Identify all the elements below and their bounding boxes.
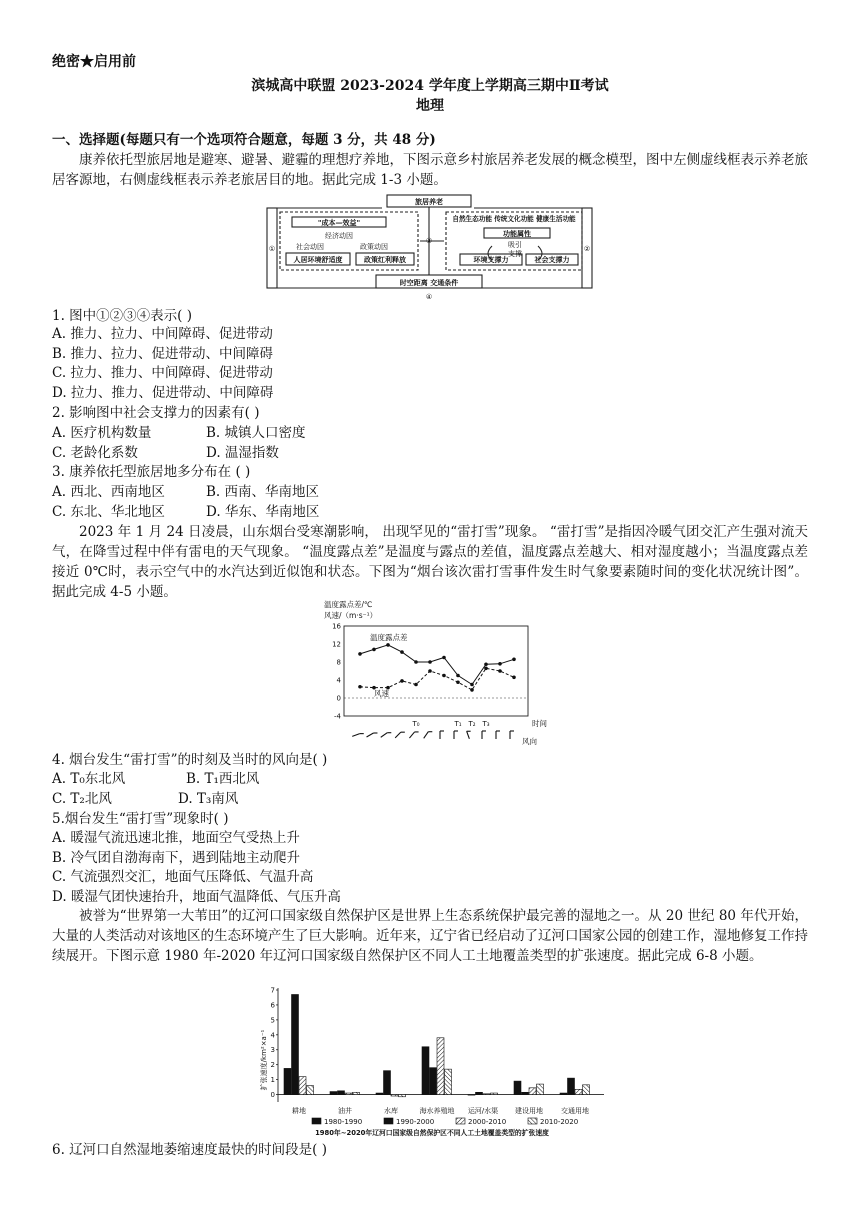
chart2-bar xyxy=(345,1093,352,1094)
chart2-bar xyxy=(468,1095,475,1096)
chart2-ylabel: 扩张速度/km²×a⁻¹ xyxy=(260,1029,268,1091)
wind-barb xyxy=(367,733,374,737)
chart2-bar xyxy=(391,1095,398,1096)
chart1-ytick: 0 xyxy=(336,694,341,703)
dew-point-marker xyxy=(498,662,502,666)
chart2-legend-swatch xyxy=(312,1118,321,1124)
q2-option-b: B. 城镇人口密度 xyxy=(206,425,306,441)
chart1-wind-label: 风速 xyxy=(374,689,389,698)
left-b2-text: 政策红利释放 xyxy=(364,256,406,264)
dew-point-marker xyxy=(358,652,362,656)
q3-options-row2 xyxy=(52,502,360,522)
q4-option-b: B. T₁西北风 xyxy=(186,771,260,787)
chart2-ytick: 6 xyxy=(270,1001,275,1010)
section-heading: 一、选择题(每题只有一个选项符合题意，每题 3 分，共 48 分) xyxy=(52,132,436,148)
exam-title: 滨城高中联盟 2023-2024 学年度上学期高三期中Ⅱ考试 xyxy=(251,78,609,94)
wind-barb xyxy=(352,734,360,737)
wind-speed-marker xyxy=(400,679,404,683)
dew-point-marker xyxy=(414,660,418,664)
chart2-category-label: 海水养殖地 xyxy=(419,1107,455,1115)
chart1-ytick: -4 xyxy=(334,712,341,721)
land-cover-chart xyxy=(254,982,608,1140)
dew-point-marker xyxy=(484,662,488,666)
wind-direction-barbs xyxy=(352,731,514,739)
chart2-ytick: 3 xyxy=(270,1046,275,1055)
chart1-t0: T₀ xyxy=(412,720,420,728)
q1-stem: 1. 图中①②③④表示( ) xyxy=(52,308,192,324)
dew-point-marker xyxy=(400,650,404,654)
chart1-wind-dir-label: 风向 xyxy=(522,737,537,746)
chart2-category-label: 耕地 xyxy=(292,1107,306,1115)
q2-option-d: D. 温湿指数 xyxy=(206,445,279,461)
q6-stem: 6. 辽河口自然湿地萎缩速度最快的时间段是( ) xyxy=(52,1142,327,1158)
chart2-ytick: 2 xyxy=(270,1061,275,1070)
chart2-bar xyxy=(476,1092,483,1094)
q3-option-c: C. 东北、华北地区 xyxy=(52,504,165,520)
diagram-n2: ② xyxy=(583,245,591,253)
chart1-t3: T₃ xyxy=(482,720,490,728)
q4-options-row2 xyxy=(52,789,332,809)
chart2-bar xyxy=(522,1092,529,1094)
wind-speed-marker xyxy=(470,688,474,692)
chart1-xlabel: 时间 xyxy=(532,719,547,728)
exam-subject: 地理 xyxy=(416,98,444,114)
dew-point-line xyxy=(360,645,514,685)
chart2-legend-swatch xyxy=(528,1118,537,1124)
q4-option-d: D. T₃南风 xyxy=(178,791,239,807)
chart2-bar xyxy=(529,1088,536,1095)
chart2-bar xyxy=(483,1094,490,1095)
q3-option-d: D. 华东、华南地区 xyxy=(206,504,320,520)
chart1-ylabel-wind: 风速/（m·s⁻¹） xyxy=(324,611,378,620)
wind-speed-marker xyxy=(512,676,516,680)
chart2-ytick: 1 xyxy=(270,1076,275,1085)
chart2-bar xyxy=(430,1068,437,1095)
chart1-ytick: 8 xyxy=(336,658,341,667)
secret-label: 绝密★启用前 xyxy=(52,54,136,70)
q1-option-d: D. 拉力、推力、促进带动、中间障碍 xyxy=(52,385,274,401)
dew-point-marker xyxy=(428,660,432,664)
chart2-category-label: 水库 xyxy=(384,1107,398,1115)
chart1-ylabel-dew: 温度露点差/℃ xyxy=(324,600,373,609)
diagram-top-label: 旅居养老 xyxy=(415,198,443,206)
right-attract-text: 吸引 xyxy=(508,241,522,249)
chart1-ytick: 12 xyxy=(332,640,341,649)
wind-barb xyxy=(424,732,429,739)
chart2-category-label: 运河/水渠 xyxy=(467,1107,499,1115)
chart2-legend-label: 2010-2020 xyxy=(540,1118,579,1126)
chart2-bar xyxy=(284,1068,291,1094)
q2-options-row2 xyxy=(52,443,360,463)
q5-option-c: C. 气流强烈交汇，地面气压降低、气温升高 xyxy=(52,869,314,885)
q3-option-a: A. 西北、西南地区 xyxy=(52,484,165,500)
chart2-category-label: 油井 xyxy=(338,1107,352,1115)
q2-option-a: A. 医疗机构数量 xyxy=(52,425,152,441)
q4-stem: 4. 烟台发生“雷打雪”的时刻及当时的风向是( ) xyxy=(52,752,328,768)
chart2-bar xyxy=(353,1092,360,1094)
chart2-legend-swatch xyxy=(384,1118,393,1124)
chart1-dew-label: 温度露点差 xyxy=(370,633,408,642)
right-attr-text: 功能属性 xyxy=(503,230,531,238)
q2-options-row1 xyxy=(52,423,360,443)
q2-stem: 2. 影响图中社会支撑力的因素有( ) xyxy=(52,405,260,421)
q3-options-row1 xyxy=(52,482,360,502)
chart2-caption: 1980年~2020年辽河口国家级自然保护区不同人工土地覆盖类型的扩张速度 xyxy=(315,1129,549,1137)
chart2-bar xyxy=(422,1047,429,1095)
chart2-bar xyxy=(491,1093,498,1094)
left-b1-text: 人居环境舒适度 xyxy=(293,256,343,264)
chart2-bar xyxy=(537,1084,544,1094)
chart2-bar xyxy=(384,1071,391,1095)
chart2-legend-label: 1990-2000 xyxy=(396,1118,435,1126)
diagram-bottom-label: 时空距离 交通条件 xyxy=(399,279,459,287)
chart2-legend-label: 1980-1990 xyxy=(324,1118,363,1126)
right-b1-text: 环境支撑力 xyxy=(473,256,509,264)
q4-option-c: C. T₂北风 xyxy=(52,791,112,807)
chart2-bar xyxy=(514,1081,521,1094)
q5-option-d: D. 暖湿气团快速抬升，地面气温降低、气压升高 xyxy=(52,889,341,905)
chart2-legend-label: 2000-2010 xyxy=(468,1118,507,1126)
chart2-ytick: 0 xyxy=(270,1091,275,1100)
wind-barb xyxy=(381,733,388,738)
chart2-bar xyxy=(307,1086,314,1095)
dew-point-marker xyxy=(470,683,474,687)
wind-speed-line xyxy=(360,668,514,690)
chart2-bar xyxy=(560,1093,567,1094)
q5-option-a: A. 暖湿气流迅速北推，地面空气受热上升 xyxy=(52,830,300,846)
intro-3: 被誉为“世界第一大苇田”的辽河口国家级自然保护区是世界上生态系统保护最完善的湿地之一。从 20 世纪 80 年代开始， 大量的人类活动对该地区的生态环境产生了巨大影响。近年来，辽宁省已经启动了辽河口国家公园的创建工作，湿地修复工作持续展开。下图示意 1980 年-2020 年辽河口国家级自然保护区不同人工土地覆盖类型的扩张速度。据此完成 6-8 小题。 xyxy=(52,908,808,964)
diagram-n4: ④ xyxy=(425,293,433,301)
chart2-bar xyxy=(445,1069,452,1094)
tourism-concept-diagram xyxy=(264,193,596,303)
chart2-bar xyxy=(299,1077,306,1095)
chart2-category-label: 交通用地 xyxy=(561,1107,589,1115)
q3-stem: 3. 康养依托型旅居地多分布在 ( ) xyxy=(52,464,251,480)
wind-barb xyxy=(409,732,414,738)
left-mid-text: 经济动因 xyxy=(325,232,353,240)
intro-2: 2023 年 1 月 24 日凌晨，山东烟台受寒潮影响， 出现罕见的“雷打雪”现象。 “雷打雪”是指因冷暖气团交汇产生强对流天气，在降雪过程中伴有雷电的天气现象。 “温度露点差”是温度与露点的差值，温度露点差越大、相对湿度越小；当温度露点差接近 0℃时，表示空气中的水汽达到近似饱和状态。下图为“烟台该次雷打雪事件发生时气象要素随时间的变化状况统计图”。据此完成 4-5 小题。 xyxy=(52,524,808,600)
wind-barb xyxy=(395,732,401,738)
chart2-bar xyxy=(330,1092,337,1095)
chart2-category-label: 建设用地 xyxy=(515,1107,543,1115)
left-top-text: "成本—效益" xyxy=(317,219,361,227)
q3-option-b: B. 西南、华南地区 xyxy=(206,484,320,500)
chart2-bar xyxy=(338,1091,345,1095)
chart2-ytick: 5 xyxy=(270,1016,275,1025)
dew-point-marker xyxy=(512,658,516,662)
wind-speed-marker xyxy=(414,683,418,687)
chart1-ytick: 4 xyxy=(336,676,341,685)
chart2-bar xyxy=(292,994,299,1094)
left-policy-text: 政策动因 xyxy=(360,243,388,251)
wind-speed-marker xyxy=(358,685,362,689)
weather-chart xyxy=(322,598,547,746)
wind-speed-marker xyxy=(484,667,488,671)
chart2-bar xyxy=(376,1093,383,1094)
chart2-bar xyxy=(399,1095,406,1097)
q4-options-row1 xyxy=(52,769,340,789)
dew-point-marker xyxy=(442,656,446,660)
diagram-n1: ① xyxy=(268,245,276,253)
diagram-n3: ③ xyxy=(425,237,433,245)
q1-option-c: C. 拉力、推力、中间障碍、促进带动 xyxy=(52,365,273,381)
right-b2-text: 社会支撑力 xyxy=(534,256,570,264)
chart1-t2: T₂ xyxy=(468,720,476,728)
wind-speed-marker xyxy=(456,680,460,684)
chart2-bar xyxy=(583,1085,590,1095)
q4-option-a: A. T₀东北风 xyxy=(52,771,126,787)
q5-option-b: B. 冷气团自渤海南下，遇到陆地主动爬升 xyxy=(52,850,301,866)
right-support-text: 支撑 xyxy=(508,250,522,258)
dew-point-marker xyxy=(372,648,376,652)
q2-option-c: C. 老龄化系数 xyxy=(52,445,138,461)
wind-speed-marker xyxy=(498,669,502,673)
wind-speed-marker xyxy=(428,669,432,673)
q1-option-a: A. 推力、拉力、中间障碍、促进带动 xyxy=(52,326,273,342)
wind-barb xyxy=(467,731,470,739)
q1-option-b: B. 推力、拉力、促进带动、中间障碍 xyxy=(52,346,274,362)
dew-point-marker xyxy=(386,643,390,647)
left-social-text: 社会动因 xyxy=(296,243,324,251)
chart1-ytick: 16 xyxy=(332,622,341,631)
right-top-text: 自然生态功能 传统文化功能 健康生活功能 xyxy=(452,215,576,223)
q5-stem: 5.烟台发生“雷打雪”现象时( ) xyxy=(52,811,229,827)
chart2-legend-swatch xyxy=(456,1118,465,1124)
intro-1: 康养依托型旅居地是避寒、避暑、避霾的理想疗养地，下图示意乡村旅居养老发展的概念模型，图中左侧虚线框表示养老旅居客源地，右侧虚线框表示养老旅居目的地。据此完成 1-3 小题。 xyxy=(52,152,808,188)
chart2-ytick: 7 xyxy=(270,986,275,995)
dew-point-marker xyxy=(456,674,460,678)
chart2-bar xyxy=(437,1038,444,1095)
chart2-bar xyxy=(568,1078,575,1094)
chart1-t1: T₁ xyxy=(454,720,462,728)
wind-speed-marker xyxy=(442,674,446,678)
chart2-ytick: 4 xyxy=(270,1031,275,1040)
chart2-bar xyxy=(575,1089,582,1094)
